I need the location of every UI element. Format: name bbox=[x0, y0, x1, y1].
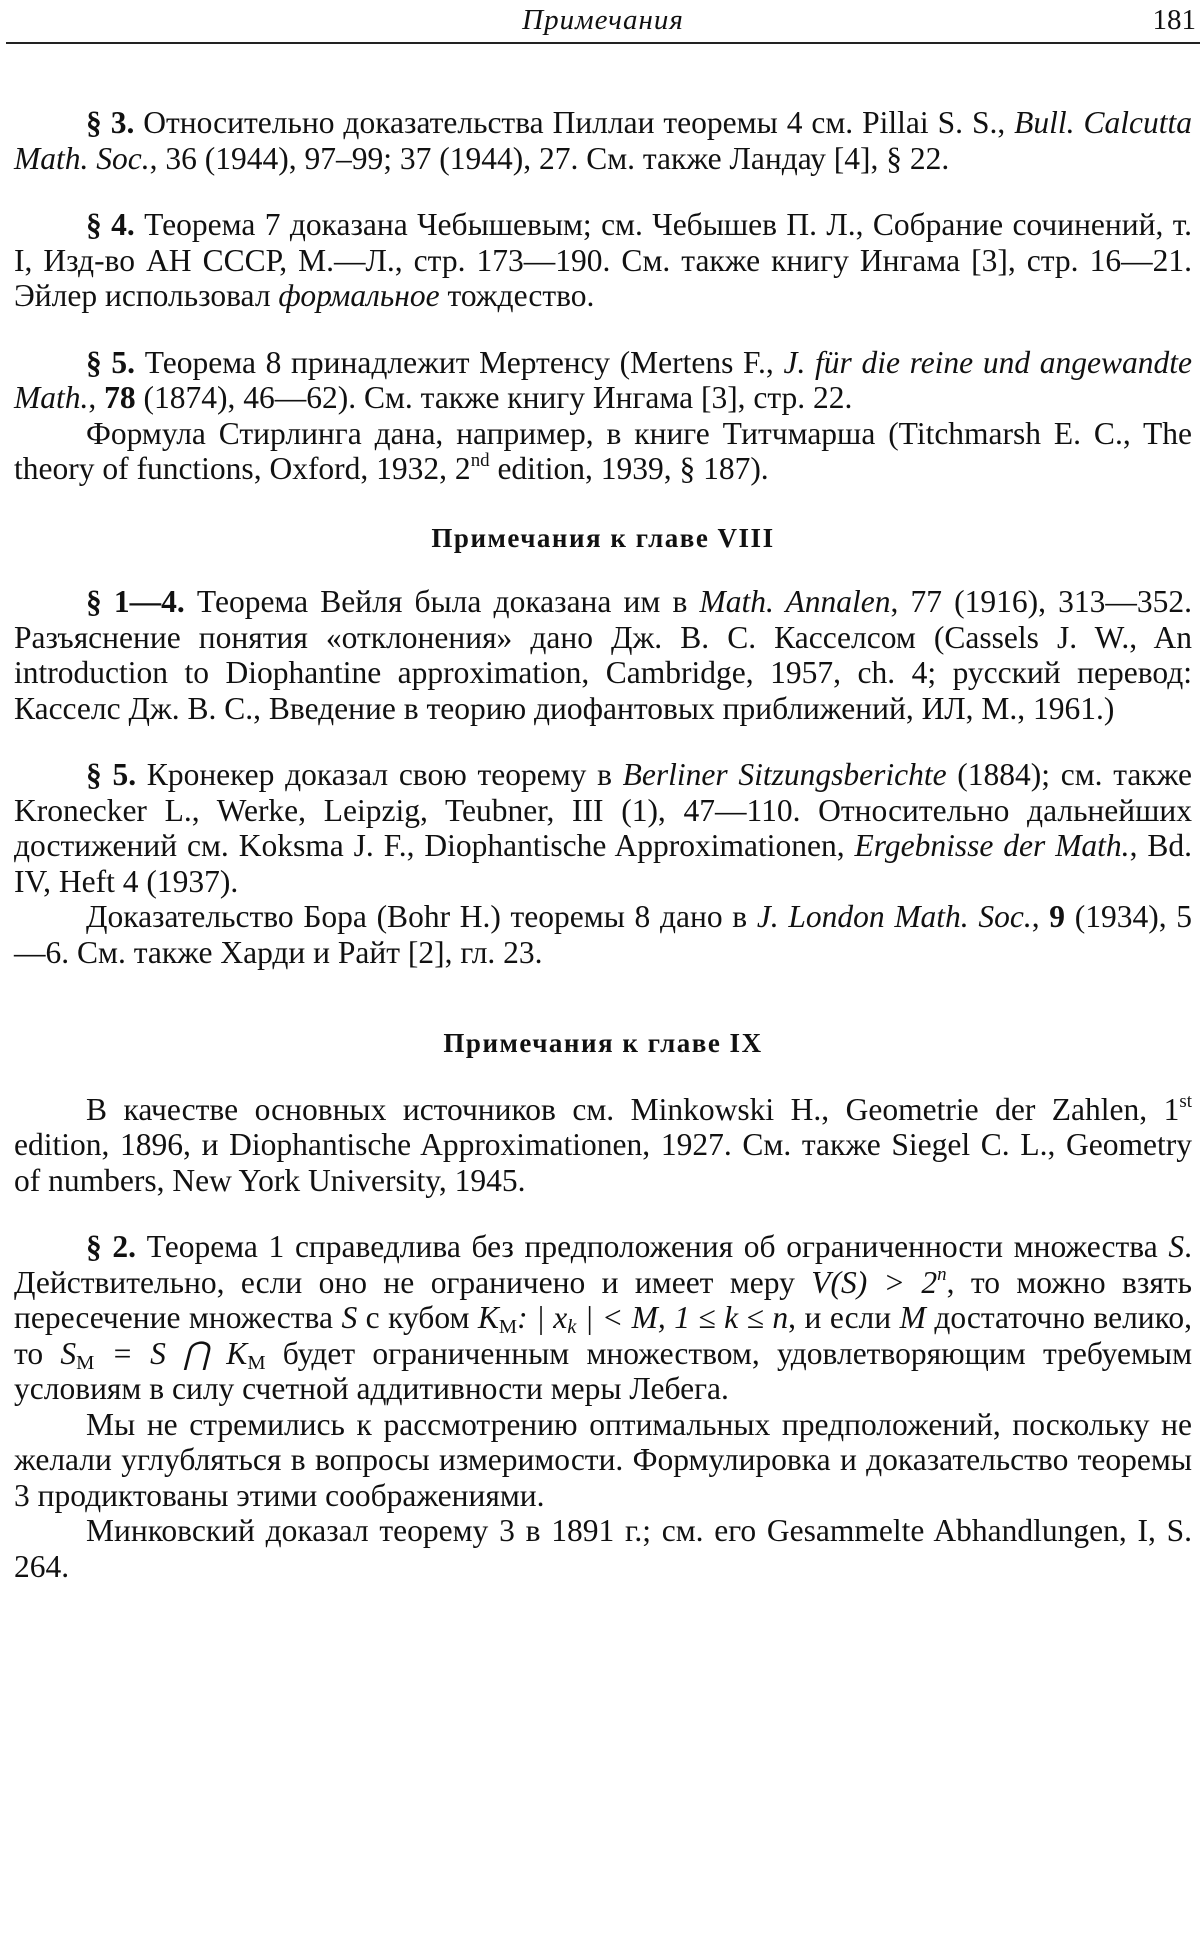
section-number: § 4. bbox=[86, 207, 135, 242]
volume-number: 9 bbox=[1049, 899, 1066, 934]
journal-title: J. London Math. Soc. bbox=[756, 899, 1032, 934]
running-title: Примечания bbox=[522, 4, 684, 36]
section-number: § 5. bbox=[86, 344, 136, 380]
note-optimal-assumptions: Мы не стремились к рассмотрению оптимальных предположений, поскольку не желали углубляться в вопросы измеримости. Формулировка и доказательство теоремы 3 продиктованы этими соображениями. bbox=[14, 1406, 1192, 1513]
chapter-8-heading: Примечания к главе VIII bbox=[431, 522, 775, 553]
journal-title: Math. Annalen bbox=[699, 584, 891, 619]
section-number: § 3. bbox=[86, 105, 135, 140]
journal-title: Ergebnisse der Math. bbox=[854, 828, 1130, 863]
note-section-2: § 2. Теорема 1 справедлива без предположения об ограниченности множества S. Действительно, если оно не ограничено и имеет меру $V(S) > 2^n$, то можно взять пересечение множества S с кубом $K_M$: | $x_k$ | < M, 1 ≤ k ≤ n, и если M достаточно велико, то $S_M = S$ ⋂ $K_M$ будет ограниченным множеством, удовлетворяющим требуемым условиям в силу счетной аддитивности меры Лебега. bbox=[14, 1229, 1193, 1406]
note-section-4: § 4. Теорема 7 доказана Чебышевым; см. Чебышев П. Л., Собрание сочинений, т. I, Изд-во АН СССР, М.—Л., стр. 173—190. См. также книгу Ингама [3], стр. 16—21. Эйлер использовал формальное тождество. bbox=[14, 207, 1193, 313]
note-stirling: Формула Стирлинга дана, например, в книге Титчмарша (Titchmarsh E. C., The theory of functions, Oxford, 1932, 2nd edition, 1939, § 187). bbox=[14, 415, 1192, 486]
note-section-1-4: § 1—4. Теорема Вейля была доказана им в Math. Annalen, 77 (1916), 313—352. Разъяснение понятия «отклонения» дано Дж. В. С. Касселсом (Cassels J. W., An introduction to Diophantine approximation, Cambridge, 1957, ch. 4; русский перевод: Касселс Дж. В. С., Введение в теорию диофантовых приближений, ИЛ, М., 1961.) bbox=[14, 584, 1193, 726]
note-sources: В качестве основных источников см. Minkowski H., Geometrie der Zahlen, 1st edition, 1896, и Diophantische Approximationen, 1927. См. также Siegel C. L., Geometry of numbers, New York University, 1945. bbox=[14, 1090, 1192, 1198]
page-content bbox=[14, 105, 1192, 1584]
note-bohr: Доказательство Бора (Bohr H.) теоремы 8 дано в J. London Math. Soc., 9 (1934), 5—6. См. также Харди и Райт [2], гл. 23. bbox=[14, 899, 1192, 970]
journal-title: Bull. Calcutta Math. Soc. bbox=[14, 105, 1192, 176]
note-section-3: § 3. Относительно доказательства Пиллаи теоремы 4 см. Pillai S. S., Bull. Calcutta Math. Soc., 36 (1944), 97–99; 37 (1944), 27. См. также Ландау [4], § 22. bbox=[14, 105, 1192, 176]
note-section-5-kronecker: § 5. Кронекер доказал свою теорему в Berliner Sitzungsberichte (1884); см. также Kronecker L., Werke, Leipzig, Teubner, III (1), 47—110. Относительно дальнейших достижений см. Koksma J. F., Diophantische Approximationen, Ergebnisse der Math., Bd. IV, Heft 4 (1937). bbox=[14, 757, 1193, 899]
chapter-9-heading: Примечания к главе IX bbox=[443, 1028, 763, 1058]
formula: V(S) > 2 bbox=[811, 1264, 938, 1300]
section-number: § 1—4. bbox=[86, 584, 185, 619]
volume-number: 78 bbox=[104, 380, 136, 415]
journal-title: Berliner Sitzungsberichte bbox=[622, 757, 947, 792]
formula: | < M, 1 ≤ k ≤ n bbox=[576, 1300, 789, 1335]
emphasis: формальное bbox=[278, 278, 440, 313]
note-section-5: § 5. Теорема 8 принадлежит Мертенсу (Mertens F., J. für die reine und angewandte Math., 78 (1874), 46—62). См. также книгу Ингама [3], стр. 22. bbox=[14, 344, 1192, 415]
page-header bbox=[6, 0, 1200, 44]
section-number: § 5. bbox=[86, 757, 137, 792]
section-number: § 2. bbox=[86, 1229, 137, 1264]
note-minkowski: Минковский доказал теорему 3 в 1891 г.; см. его Gesammelte Abhandlungen, I, S. 264. bbox=[14, 1513, 1192, 1584]
journal-title: J. für die reine und angewandte Math. bbox=[14, 344, 1192, 415]
formula: : | x bbox=[517, 1300, 568, 1335]
page-number: 181 bbox=[1152, 4, 1196, 36]
formula: = S ⋂ K bbox=[94, 1335, 248, 1371]
